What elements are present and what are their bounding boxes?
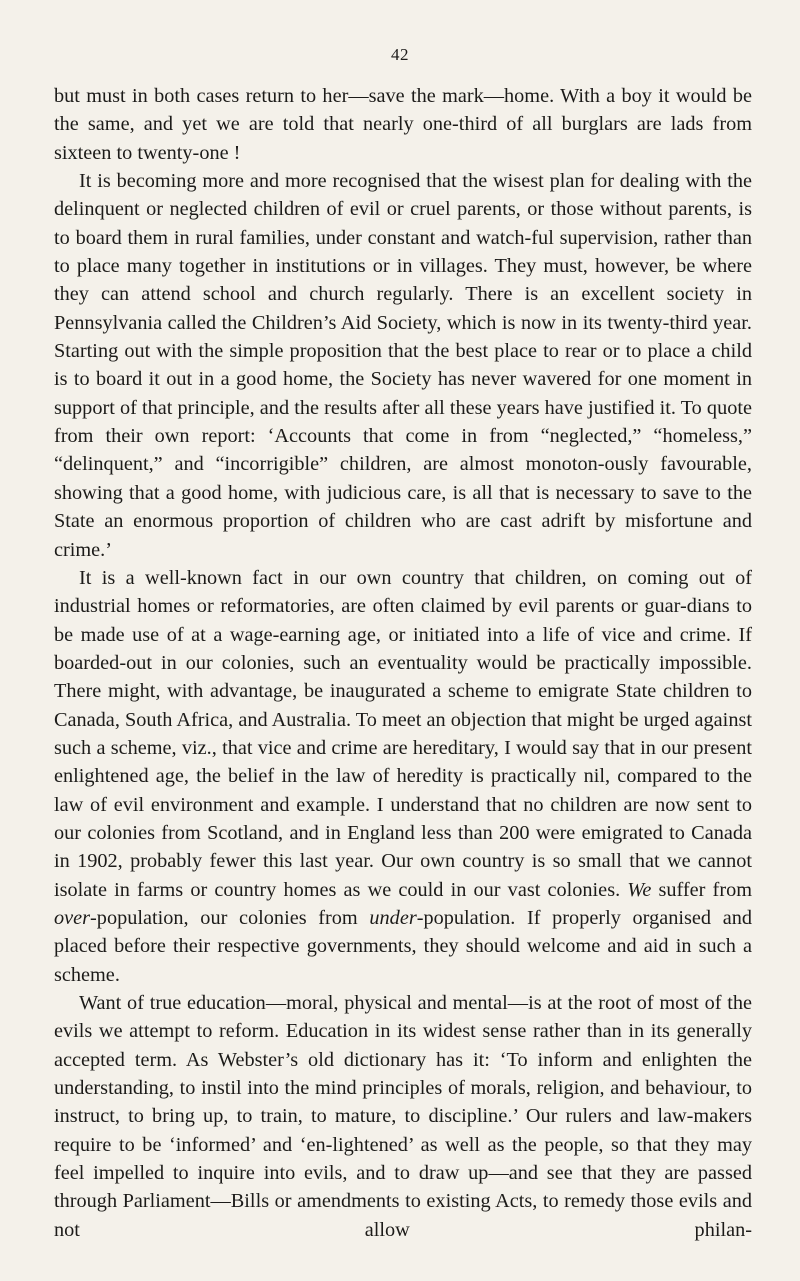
italic-text-run: over — [54, 906, 91, 929]
italic-text-run: under — [369, 906, 417, 929]
text-run: -population, our colonies from — [90, 906, 370, 929]
text-run: but must in both cases return to her—save the mark—home. With a boy it would be the same, and yet we are told that nearly one-third of all burglars are lads from sixteen to twenty-one ! — [54, 85, 752, 164]
text-run: It is becoming more and more recognised that the wisest plan for dealing with the delinquent or neglected children of evil or cruel parents, or those without parents, is to board them in rural families, under constant and watch-ful supervision, rather than to place many together in institutions or in villages. They must, however, be where they can attend school and church regularly. There is an excellent society in Pennsylvania called the Children’s Aid Society, which is now in its twenty-third year. Starting out with the simple proposition that the best place to rear or to place a child is to board it out in a good home, the Society has never wavered for one moment in support of that principle, and the results after all these years have justified it. To quote from their own report: ‘Accounts that come in from “neglected,” “homeless,” “delinquent,” and “incorrigible” children, are almost monoton-ously favourable, showing that a good home, with judicious care, is all that is necessary to save to the State an enormous proportion of children who are cast adrift by misfortune and crime.’ — [54, 170, 752, 561]
paragraph — [54, 167, 752, 564]
paragraph — [54, 82, 752, 167]
text-run: suffer from — [651, 878, 752, 901]
text-run: Want of true education—moral, physical and mental—is at the root of most of the evils we attempt to reform. Education in its widest sense rather than in its generally accepted term. As Webster’s old dictionary has it: ‘To inform and enlighten the understanding, to instil into the mind principles of morals, religion, and behaviour, to instruct, to bring up, to train, to mature, to discipline.’ Our rulers and law-makers require to be ‘informed’ and ‘en-lightened’ as well as the people, so that they may feel impelled to inquire into evils, and to draw up—and see that they are passed through Parliament—Bills or amendments to existing Acts, to remedy those evils and not allow philan- — [54, 992, 752, 1241]
italic-text-run: We — [627, 878, 652, 901]
paragraph — [54, 989, 752, 1244]
text-run: -population. If properly organised and placed before their respective governments, they should welcome and aid in such a scheme. — [54, 906, 752, 986]
body-text — [54, 82, 752, 1244]
text-run: It is a well-known fact in our own country that children, on coming out of industrial homes or reformatories, are often claimed by evil parents or guar-dians to be made use of at a wage-earning age, or initiated into a life of vice and crime. If boarded-out in our colonies, such an eventuality would be practically impossible. There might, with advantage, be inaugurated a scheme to emigrate State children to Canada, South Africa, and Australia. To meet an objection that might be urged against such a scheme, viz., that vice and crime are hereditary, I would say that in our present enlightened age, the belief in the law of heredity is practically nil, compared to the law of evil environment and example. I understand that no children are now sent to our colonies from Scotland, and in England less than 200 were emigrated to Canada in 1902, probably fewer this last year. Our own country is so small that we cannot isolate in farms or country homes as we could in our vast colonies. — [54, 566, 752, 901]
page-number: 42 — [391, 45, 409, 64]
paragraph — [54, 564, 752, 989]
